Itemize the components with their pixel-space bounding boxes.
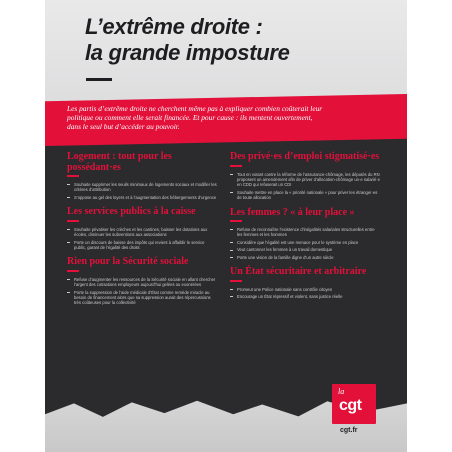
section-title: Rien pour la Sécurité sociale (67, 256, 189, 268)
bullet-item: Souhaite mettre en place la « priorité nationale » pour priver les étranger·es de toute allocation (230, 190, 380, 201)
bullet-list (67, 227, 217, 251)
bullet-item: Considère que l’égalité est une menace pour le système en place (230, 240, 380, 245)
bullet-item: Porte la suppression de l’aide médicale d’État comme remède miracle au besoin de financement alors que sa suppression aurait des répercussions très coûteuses pour la collectivité (67, 290, 217, 306)
bullet-item: Encourage un État répressif et violent, sans justice réelle (230, 294, 380, 299)
bullet-item: Promeut une Police nationale sans contrôle citoyen (230, 287, 380, 292)
title-line-2: la grande imposture (85, 40, 290, 65)
bullet-list (67, 182, 217, 200)
section (67, 207, 217, 250)
bullet-item: Refuse de reconnaître l’existence d’inégalités salariales structurelles entre les femmes et les hommes (230, 227, 380, 238)
section-title: Des privé·es d’emploi stigmatisé·es (230, 151, 380, 162)
bullet-item: S’oppose au gel des loyers et à l’augmentation des hébergements d’urgence (67, 195, 217, 200)
section-title: Les services publics à la caisse (67, 206, 196, 218)
section-title: Logement : tout pour les possédant·es (67, 151, 172, 173)
right-column (230, 152, 380, 306)
bullet-item: Porte un discours de baisse des impôts qui revient à affaiblir le service public, garant de l’égalité des droits (67, 240, 217, 251)
section-title: Les femmes ? « à leur place » (230, 206, 355, 218)
logo-site-link[interactable]: cgt.fr (340, 427, 358, 434)
banner-text: Les partis d’extrême droite ne cherchent même pas à expliquer combien coûterait leur politique ou comment elle serait financée. Et pour cause : ils mentent ouvertement, dans le seul but d’accéder au pouvoir. (67, 104, 323, 131)
section-rule (230, 220, 242, 222)
title-line-1: L’extrême droite : (85, 14, 263, 39)
section-rule (67, 175, 79, 177)
bullet-list (67, 277, 217, 306)
left-column (67, 152, 217, 313)
bullet-list (230, 172, 380, 201)
bullet-item: Porte une vision de la famille digne d’un autre siècle (230, 255, 380, 260)
section (230, 152, 380, 201)
section (230, 267, 380, 299)
bullet-list (230, 287, 380, 300)
section (67, 257, 217, 306)
page-title (85, 14, 385, 66)
logo-name: cgt (339, 397, 362, 414)
bullet-item: Refuse d’augmenter les ressources de la Sécurité sociale en allant chercher l’argent des cotisations employeurs aujourd’hui gelées ou exonérées (67, 277, 217, 288)
section-rule (67, 220, 79, 222)
section-rule (230, 280, 242, 282)
bullet-item: Veut cantonner les femmes à un travail domestique (230, 247, 380, 252)
section-rule (67, 270, 79, 272)
logo-script-text: la (338, 387, 345, 396)
title-underline (86, 78, 112, 81)
section (67, 152, 217, 200)
section (230, 208, 380, 261)
bullet-item: Tout en votant contre la réforme de l’assurance-chômage, les députés du RN proposent un amendement afin de priver d’allocation-chômage un·e salarié·e en CDD qui refuserait un CDI (230, 172, 380, 188)
bullet-item: Souhaite privatiser les crèches et les cantines, baisser les dotations aux écoles, diminuer les subventions aux associations (67, 227, 217, 238)
bullet-list (230, 227, 380, 260)
bullet-item: Souhaite supprimer les seuils minimaux de logements sociaux et modifier les critères d’attribution (67, 182, 217, 193)
cgt-logo-box (332, 384, 376, 424)
section-rule (230, 165, 242, 167)
cgt-logo (330, 384, 386, 442)
section-title: Un État sécuritaire et arbitraire (230, 266, 367, 278)
